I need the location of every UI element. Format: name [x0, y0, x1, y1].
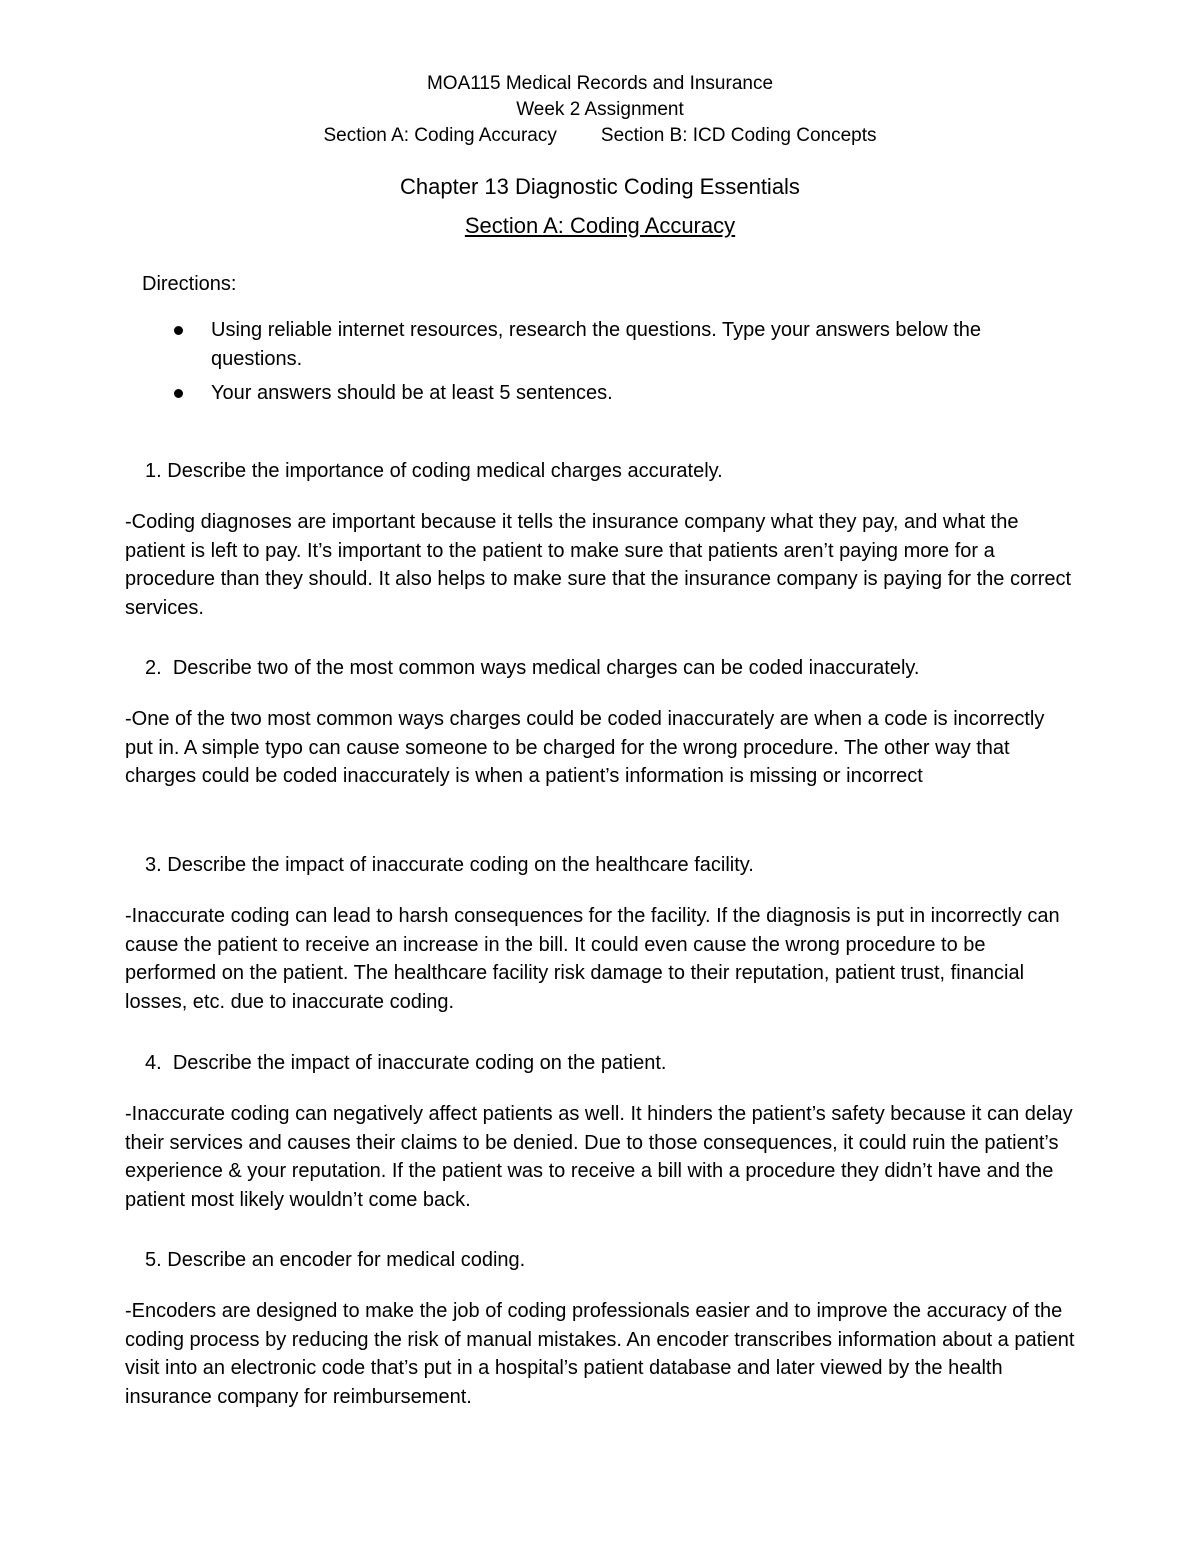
answer-2: -One of the two most common ways charges could be coded inaccurately are when a code is incorrectly put in. A simple typo can cause someone to be charged for the wrong procedure. The other way that charges could be coded inaccurately is when a patient’s information is missing or incorrect: [125, 708, 1045, 787]
question-text: Describe the importance of coding medical charges accurately.: [167, 460, 723, 482]
directions-item-text: Using reliable internet resources, research the questions. Type your answers below the questions.: [211, 319, 982, 370]
question-block-4: [125, 1049, 1075, 1214]
answer-4: -Inaccurate coding can negatively affect patients as well. It hinders the patient’s safety because it can delay their services and causes their claims to be denied. Due to those consequences, it could ruin the patient’s experience & your reputation. If the patient was to receive a bill with a procedure they didn’t have and the patient most likely wouldn’t come back.: [125, 1103, 1073, 1211]
directions-item: [172, 379, 1062, 408]
week-label: Week 2 Assignment: [516, 99, 684, 120]
question-text: Describe the impact of inaccurate coding on the healthcare facility.: [167, 854, 754, 876]
bullet-icon: [174, 326, 183, 335]
course-title: MOA115 Medical Records and Insurance: [426, 73, 774, 94]
answer-3: -Inaccurate coding can lead to harsh consequences for the facility. If the diagnosis is put in incorrectly can cause the patient to receive an increase in the bill. It could even cause the wrong procedure to be performed on the patient. The healthcare facility risk damage to their reputation, patient trust, financial losses, etc. due to inaccurate coding.: [125, 905, 1060, 1013]
question-block-2: [125, 654, 1075, 791]
section-labels: [0, 123, 1200, 149]
question-3: [125, 851, 1075, 880]
question-block-5: [125, 1246, 1075, 1411]
chapter-title: Chapter 13 Diagnostic Coding Essentials: [400, 174, 800, 199]
question-number: 1.: [145, 460, 162, 482]
directions-item-text: Your answers should be at least 5 sentences.: [211, 382, 613, 404]
document-header: [0, 71, 1200, 149]
section-b-label: Section B: ICD Coding Concepts: [600, 125, 877, 146]
bullet-icon: [174, 389, 183, 398]
answer-1: -Coding diagnoses are important because it tells the insurance company what they pay, and what the patient is left to pay. It’s important to the patient to make sure that patients aren’t paying more for a procedure than they should. It also helps to make sure that the insurance company is paying for the correct services.: [125, 511, 1072, 619]
answer-5: -Encoders are designed to make the job of coding professionals easier and to improve the accuracy of the coding process by reducing the risk of manual mistakes. An encoder transcribes information about a patient visit into an electronic code that’s put in a hospital’s patient database and later viewed by the health insurance company for reimbursement.: [125, 1300, 1075, 1408]
question-number: 2.: [145, 657, 162, 679]
question-5: [125, 1246, 1075, 1275]
question-2: [125, 654, 1075, 683]
question-block-3: [125, 851, 1075, 1016]
question-4: [125, 1049, 1075, 1078]
section-a-label: Section A: Coding Accuracy: [323, 125, 557, 146]
question-block-1: [125, 457, 1075, 622]
question-number: 5.: [145, 1249, 162, 1271]
question-text: Describe two of the most common ways medical charges can be coded inaccurately.: [172, 657, 920, 679]
directions-list: [172, 316, 1062, 413]
directions-item: [172, 316, 1062, 374]
question-number: 3.: [145, 854, 162, 876]
question-text: Describe the impact of inaccurate coding on the patient.: [172, 1052, 667, 1074]
question-1: [125, 457, 1075, 486]
question-text: Describe an encoder for medical coding.: [167, 1249, 526, 1271]
section-title: Section A: Coding Accuracy: [464, 213, 736, 238]
question-number: 4.: [145, 1052, 162, 1074]
directions-label: Directions:: [142, 273, 237, 295]
